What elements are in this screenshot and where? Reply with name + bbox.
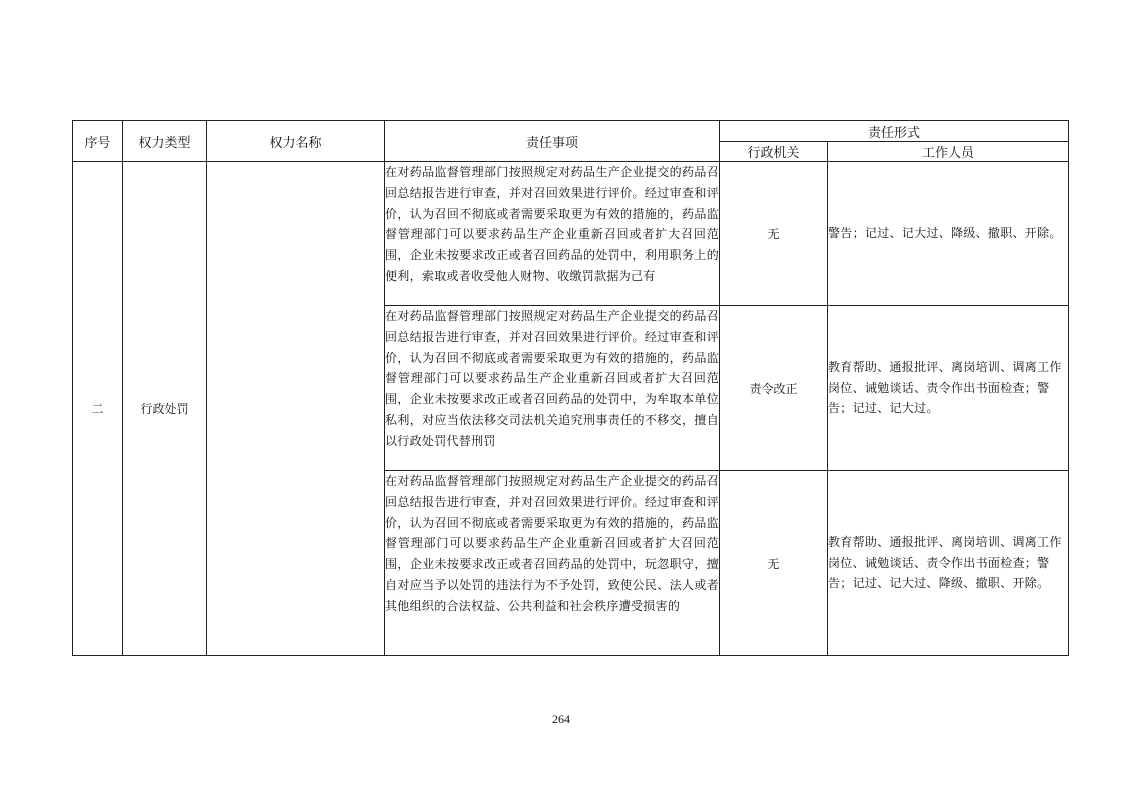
header-power-name: 权力名称 bbox=[207, 121, 385, 162]
header-forms: 责任形式 bbox=[720, 121, 1069, 142]
header-row-1 bbox=[73, 121, 1069, 142]
power-type-cell: 行政处罚 bbox=[123, 162, 207, 656]
staff-cell: 警告；记过、记大过、降级、撤职、开除。 bbox=[828, 162, 1069, 306]
power-name-cell bbox=[207, 162, 385, 656]
header-staff: 工作人员 bbox=[828, 142, 1069, 162]
page-number: 264 bbox=[552, 712, 570, 726]
agency-cell: 无 bbox=[720, 471, 828, 656]
header-matters: 责任事项 bbox=[385, 121, 720, 162]
matter-cell: 在对药品监督管理部门按照规定对药品生产企业提交的药品召回总结报告进行审查，并对召回效果进行评价。经过审查和评价，认为召回不彻底或者需要采取更为有效的措施的，药品监督管理部门可以要求药品生产企业重新召回或者扩大召回范围，企业未按要求改正或者召回药品的处罚中，为牟取本单位私利，对应当依法移交司法机关追究刑事责任的不移交，擅自以行政处罚代替刑罚 bbox=[385, 306, 720, 471]
matter-cell: 在对药品监督管理部门按照规定对药品生产企业提交的药品召回总结报告进行审查，并对召回效果进行评价。经过审查和评价，认为召回不彻底或者需要采取更为有效的措施的，药品监督管理部门可以要求药品生产企业重新召回或者扩大召回范围，企业未按要求改正或者召回药品的处罚中，利用职务上的便利，索取或者收受他人财物、收缴罚款据为己有 bbox=[385, 162, 720, 306]
responsibility-table bbox=[72, 120, 1069, 656]
header-power-type: 权力类型 bbox=[123, 121, 207, 162]
agency-cell: 无 bbox=[720, 162, 828, 306]
matter-cell: 在对药品监督管理部门按照规定对药品生产企业提交的药品召回总结报告进行审查，并对召回效果进行评价。经过审查和评价，认为召回不彻底或者需要采取更为有效的措施的，药品监督管理部门可以要求药品生产企业重新召回或者扩大召回范围，企业未按要求改正或者召回药品的处罚中，玩忽职守，擅自对应当予以处罚的违法行为不予处罚，致使公民、法人或者其他组织的合法权益、公共利益和社会秩序遭受损害的 bbox=[385, 471, 720, 656]
staff-cell: 教育帮助、通报批评、离岗培训、调离工作岗位、诫勉谈话、责令作出书面检查；警告；记过、记大过。 bbox=[828, 306, 1069, 471]
header-seq: 序号 bbox=[73, 121, 123, 162]
staff-cell: 教育帮助、通报批评、离岗培训、调离工作岗位、诫勉谈话、责令作出书面检查；警告；记过、记大过、降级、撤职、开除。 bbox=[828, 471, 1069, 656]
header-agency: 行政机关 bbox=[720, 142, 828, 162]
table-row bbox=[73, 162, 1069, 306]
seq-cell: 二 bbox=[73, 162, 123, 656]
agency-cell: 责令改正 bbox=[720, 306, 828, 471]
